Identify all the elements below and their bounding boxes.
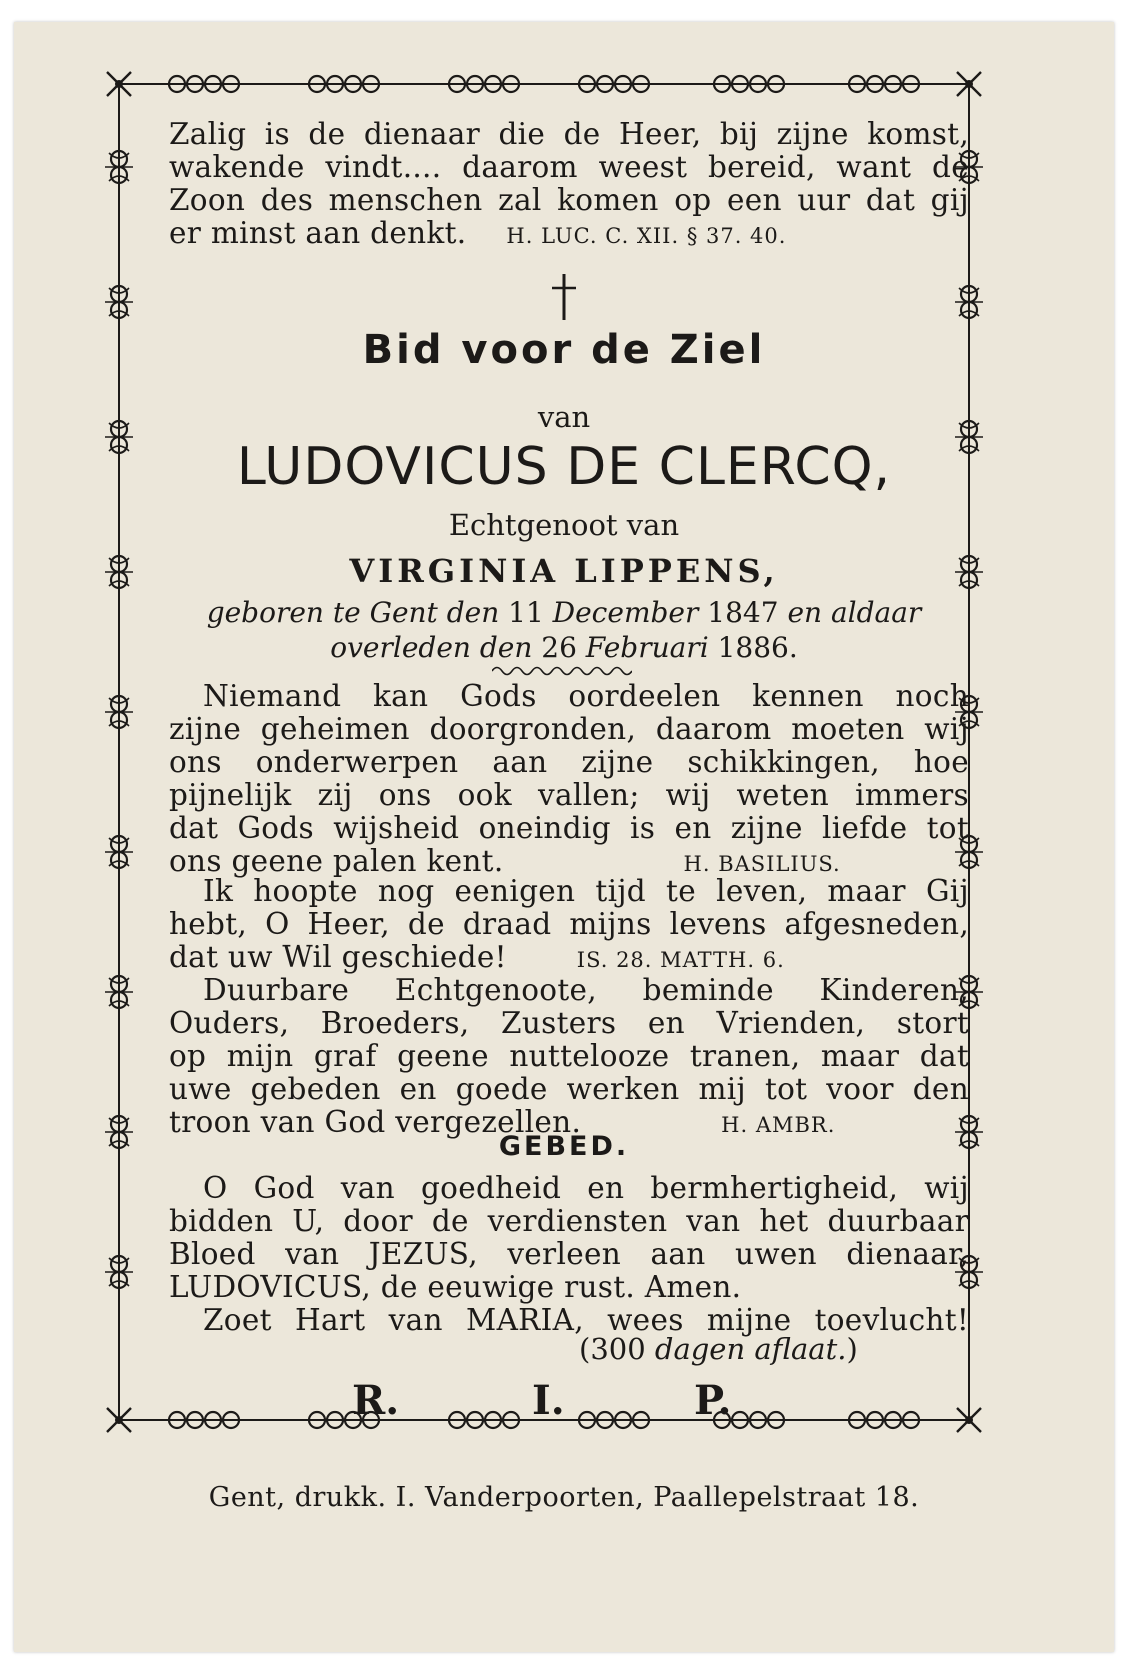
text-line: uwe gebeden en goede werken mij tot voor den xyxy=(169,1072,969,1106)
text-line: ons onderwerpen aan zijne schikkingen, hoe xyxy=(169,745,969,779)
verse-line: wakende vindt.... daarom weest bereid, want de xyxy=(169,150,969,184)
text-line: Duurbare Echtgenoote, beminde Kinderen, xyxy=(203,973,969,1007)
birth-line: geboren te Gent den 11 December 1847 en aldaar xyxy=(206,596,922,629)
indulgence-note: (300 dagen aflaat.) xyxy=(579,1332,858,1366)
reference-basilius: H. BASILIUS. xyxy=(683,852,841,876)
text-line: Ik hoopte nog eenigen tijd te leven, maar Gij xyxy=(203,874,969,908)
verse-line: Zalig is de dienaar die de Heer, bij zijne komst, xyxy=(169,117,969,151)
text-line: pijnelijk zij ons ook vallen; wij weten immers xyxy=(169,778,969,812)
verse-line: Zoon des menschen zal komen op een uur dat gij xyxy=(169,183,969,217)
printer-imprint: Gent, drukk. I. Vanderpoorten, Paallepelstraat 18. xyxy=(208,1482,920,1513)
squiggle-divider xyxy=(492,664,632,678)
text-line: Bloed van JEZUS, verleen aan uwen dienaar, xyxy=(169,1237,969,1271)
rip-p: P. xyxy=(694,1377,732,1424)
page-title: Bid voor de Ziel xyxy=(362,327,766,373)
verse-reference: H. LUC. C. XII. § 37. 40. xyxy=(506,224,787,248)
rip-i: I. xyxy=(532,1377,565,1424)
rip-r: R. xyxy=(352,1377,400,1424)
text-line: Ouders, Broeders, Zusters en Vrienden, stort xyxy=(169,1006,969,1040)
text-line: LUDOVICUS, de eeuwige rust. Amen. xyxy=(169,1270,742,1304)
invocation-line: Zoet Hart van MARIA, wees mijne toevlucht! xyxy=(203,1303,969,1337)
verse-block xyxy=(169,118,969,253)
van-label: van xyxy=(537,400,591,434)
prayer-heading: GEBED. xyxy=(498,1131,630,1162)
birth-death-dates xyxy=(14,595,1114,665)
prayer-block xyxy=(169,1172,969,1337)
memorial-card xyxy=(14,22,1114,1652)
text-line: bidden U, door de verdiensten van het duurbaar xyxy=(169,1204,969,1238)
text-line: Niemand kan Gods oordeelen kennen noch xyxy=(203,679,969,713)
cross-icon xyxy=(549,272,579,322)
spouse-name: VIRGINIA LIPPENS, xyxy=(349,552,779,590)
paragraph-ambrose xyxy=(169,974,969,1142)
text-line: hebt, O Heer, de draad mijns levens afgesneden, xyxy=(169,907,969,941)
reference-isaiah: IS. 28. MATTH. 6. xyxy=(576,948,785,972)
text-line: ons geene palen kent. H. BASILIUS. xyxy=(169,844,841,878)
death-line: overleden den 26 Februari 1886. xyxy=(330,631,798,664)
text-line: troon van God vergezellen. H. AMBR. xyxy=(169,1105,836,1139)
deceased-name: LUDOVICUS DE CLERCQ, xyxy=(236,437,892,497)
text-line: dat Gods wijsheid oneindig is en zijne liefde tot xyxy=(169,811,969,845)
paragraph-isaiah xyxy=(169,875,969,977)
reference-ambrose: H. AMBR. xyxy=(721,1113,836,1137)
spouse-label: Echtgenoot van xyxy=(448,508,680,542)
text-line: op mijn graf geene nuttelooze tranen, maar dat xyxy=(169,1039,969,1073)
text-line: zijne geheimen doorgronden, daarom moeten wij xyxy=(169,712,969,746)
verse-line: er minst aan denkt. H. LUC. C. XII. § 37. 40. xyxy=(169,216,787,250)
text-line: dat uw Wil geschiede! IS. 28. MATTH. 6. xyxy=(169,940,785,974)
paragraph-basilius xyxy=(169,680,969,881)
text-line: O God van goedheid en bermhertigheid, wij xyxy=(203,1171,969,1205)
